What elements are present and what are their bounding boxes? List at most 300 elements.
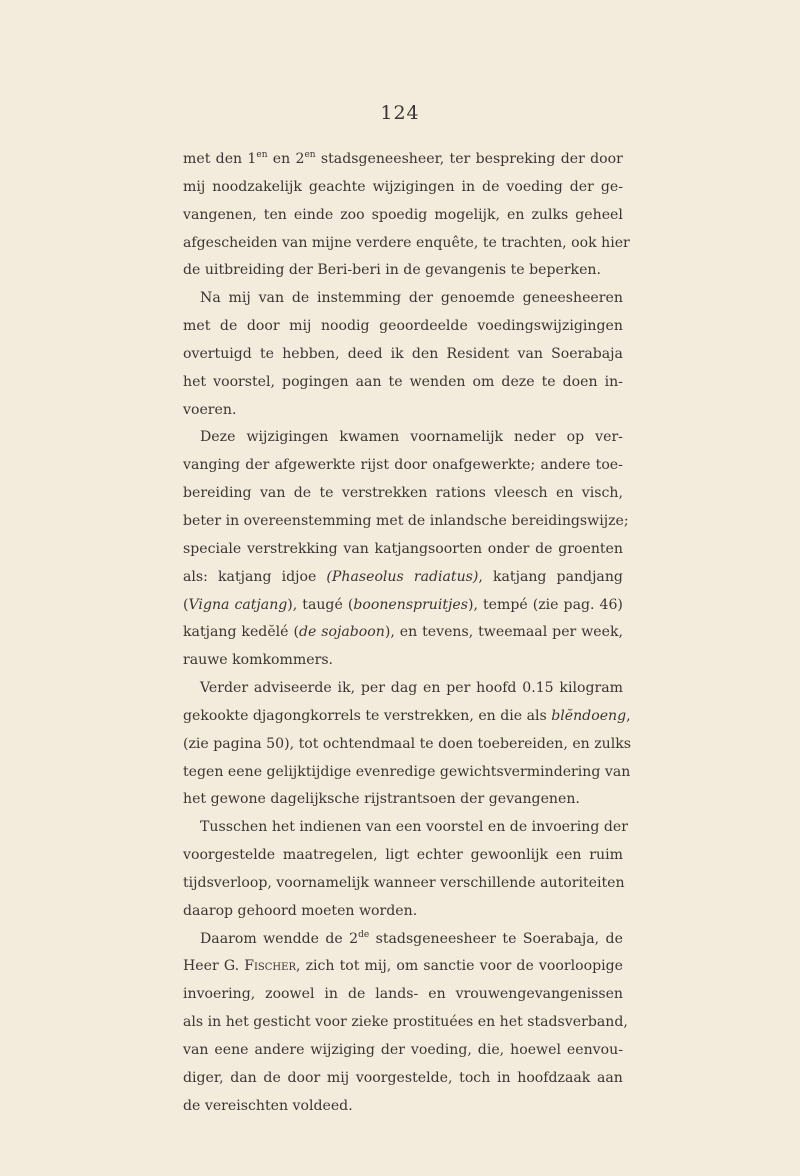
- word-group: [322, 1065, 349, 1093]
- word: en: [483, 819, 506, 836]
- word-group: [490, 480, 548, 508]
- word: rijstrantsoen: [359, 791, 456, 808]
- word-group: [317, 619, 395, 647]
- word: idjoe: [277, 568, 317, 585]
- word: toch: [454, 1069, 491, 1086]
- word: mij,: [360, 958, 392, 975]
- word: 50),: [261, 735, 295, 752]
- word-group: [183, 870, 272, 898]
- word: komkommers.: [227, 652, 334, 669]
- word: geneesheeren: [518, 290, 623, 307]
- word: Resident: [442, 345, 510, 362]
- word-group: [381, 842, 409, 870]
- word: hebben,: [277, 345, 340, 362]
- word-group: [288, 1093, 353, 1121]
- word: enquête,: [411, 234, 479, 251]
- word: gehoord: [233, 902, 297, 919]
- word-group: [256, 341, 274, 369]
- word: gekookte: [183, 707, 249, 724]
- word-group: [367, 202, 427, 230]
- superscript: en: [304, 150, 316, 160]
- word-group: [562, 424, 584, 452]
- word-group: [318, 731, 415, 759]
- word: lands-: [370, 986, 419, 1003]
- word-group: [228, 647, 333, 675]
- word: voor: [475, 958, 512, 975]
- word: invoering: [527, 819, 600, 836]
- word-group: [183, 703, 248, 731]
- word-group: [483, 536, 529, 564]
- word: genoemde: [436, 290, 515, 307]
- word-group: [568, 731, 590, 759]
- word: Deze: [200, 429, 236, 446]
- word-group: [492, 1065, 510, 1093]
- word: zoowel: [260, 986, 315, 1003]
- word: per: [356, 680, 385, 697]
- word: trachten,: [496, 234, 567, 251]
- word: en: [473, 1014, 496, 1031]
- word-group: [473, 1009, 495, 1037]
- word: van: [600, 763, 631, 780]
- word-group: [223, 759, 262, 787]
- word: pag.: [559, 596, 595, 613]
- word: wijzigingen: [368, 178, 455, 195]
- word-group: [183, 536, 241, 564]
- word-group: [403, 508, 425, 536]
- word: ruim: [584, 847, 623, 864]
- word-group: [590, 731, 631, 759]
- word-group: [412, 842, 463, 870]
- word-group: [351, 1065, 452, 1093]
- word-group: [503, 202, 525, 230]
- word-group: [313, 285, 402, 313]
- word: zoo: [335, 206, 365, 223]
- italic-term: Vigna: [188, 596, 230, 613]
- word-group: [552, 564, 623, 592]
- word-group: [513, 341, 543, 369]
- word-group: [249, 675, 331, 703]
- word: voor: [310, 1014, 347, 1031]
- word-group: [289, 202, 333, 230]
- word: kwamen: [334, 429, 400, 446]
- text-line: [183, 257, 623, 285]
- word: prostituées: [388, 1014, 474, 1031]
- word: verstrekken,: [379, 707, 474, 724]
- word-group: [601, 926, 623, 954]
- word: mij: [322, 1069, 350, 1086]
- word-group: [399, 257, 421, 285]
- word: geoordeelde: [374, 318, 468, 335]
- word: het: [267, 819, 295, 836]
- word: en: [551, 485, 574, 502]
- word: gevangenen.: [484, 791, 580, 808]
- word: hier: [596, 234, 630, 251]
- word: ),: [468, 596, 478, 613]
- word-group: [510, 424, 556, 452]
- word-group: [597, 230, 630, 258]
- word-group: [221, 508, 239, 536]
- word-group: [600, 759, 630, 787]
- word-group: [339, 536, 369, 564]
- word-group: [203, 1009, 221, 1037]
- word: ver-: [590, 429, 623, 446]
- word: voeding,: [406, 1042, 472, 1058]
- word: indienen: [294, 819, 362, 836]
- word-group: [287, 285, 309, 313]
- word: hoewel: [505, 1042, 561, 1058]
- word-group: [495, 1009, 523, 1037]
- word-group: [442, 341, 509, 369]
- word: afgewerkte: [270, 457, 356, 474]
- word: aan: [592, 1069, 623, 1086]
- word: geachte: [304, 178, 366, 195]
- word: vanging: [183, 457, 241, 474]
- word: de: [183, 1097, 201, 1114]
- word-group: [475, 953, 511, 981]
- word: bespreking: [471, 151, 556, 167]
- word-group: [527, 814, 599, 842]
- word-group: [226, 1065, 257, 1093]
- word: sanctie: [418, 958, 475, 975]
- word: van: [255, 485, 286, 502]
- word: zulks: [589, 735, 632, 752]
- word-group: [361, 814, 391, 842]
- word-group: [183, 341, 252, 369]
- text-line: [183, 786, 623, 814]
- word: van: [513, 345, 543, 362]
- word-group: [600, 369, 623, 397]
- word-group: [536, 870, 625, 898]
- word-group: [356, 675, 385, 703]
- word: per: [441, 680, 471, 697]
- word: kedĕlé: [236, 624, 289, 641]
- word-group: [183, 202, 257, 230]
- word: de: [343, 986, 366, 1003]
- word-group: [518, 675, 554, 703]
- word-group: [392, 953, 418, 981]
- word: voorgestelde: [183, 847, 276, 864]
- page-number: 124: [380, 102, 420, 124]
- word: mij: [284, 318, 312, 335]
- word-group: [307, 230, 351, 258]
- word-group: [436, 285, 514, 313]
- word-group: [552, 480, 574, 508]
- word-group: [183, 842, 275, 870]
- word-group: [525, 257, 601, 285]
- word-group: [547, 703, 631, 731]
- word-group: [435, 759, 600, 787]
- text-line: [183, 508, 629, 536]
- word-group: [270, 452, 355, 480]
- word: daarop: [183, 902, 234, 919]
- body-text: [183, 146, 632, 1121]
- word-group: [183, 564, 208, 592]
- word-group: [371, 926, 496, 954]
- word: Soerabaja,: [518, 930, 600, 947]
- word: voedingswijzigingen: [472, 318, 623, 335]
- word-group: [183, 146, 210, 174]
- word-group: [599, 814, 628, 842]
- word: vereischten: [200, 1097, 289, 1114]
- word-group: [456, 786, 485, 814]
- word: in: [221, 512, 240, 529]
- word: met: [371, 512, 404, 529]
- word: onafgewerkte;: [427, 457, 536, 474]
- word-group: [294, 731, 318, 759]
- word-group: [379, 703, 473, 731]
- text-line: [183, 424, 623, 452]
- word: gewichtsvermindering: [435, 763, 601, 780]
- word-group: [395, 619, 417, 647]
- word: den: [407, 345, 439, 362]
- word-group: [468, 369, 494, 397]
- word: vrouwengevangenissen: [451, 986, 623, 1003]
- word-group: [409, 564, 483, 592]
- word: doen: [433, 735, 474, 752]
- word-group: [586, 146, 623, 174]
- word: de: [505, 819, 528, 836]
- word: inlandsche: [425, 512, 507, 529]
- word-group: [209, 369, 275, 397]
- word: andere: [536, 457, 591, 474]
- word: der: [404, 290, 434, 307]
- word: der: [284, 262, 313, 279]
- word-group: [478, 230, 496, 258]
- word: ik,: [333, 680, 356, 697]
- word: en: [567, 735, 590, 752]
- text-line: [183, 675, 623, 703]
- superscript: de: [358, 929, 370, 940]
- word-group: [356, 452, 389, 480]
- word: en: [268, 151, 291, 167]
- word: deed: [343, 345, 383, 362]
- word: dag: [386, 680, 418, 697]
- word: als: [183, 1014, 204, 1031]
- word-group: [343, 592, 478, 620]
- text-line: [183, 1065, 623, 1093]
- word: autoriteiten: [535, 874, 625, 891]
- word: 2: [344, 930, 359, 947]
- text-line: [183, 926, 623, 954]
- word: voornamelijk: [271, 874, 370, 891]
- text-line: [183, 313, 623, 341]
- word-group: [243, 146, 268, 174]
- word-group: [522, 703, 547, 731]
- word: door: [242, 318, 280, 335]
- word: pagina: [208, 735, 262, 752]
- word-group: [200, 814, 267, 842]
- word: wendde: [258, 930, 319, 947]
- word: door: [389, 457, 428, 474]
- word-group: [272, 870, 369, 898]
- word-group: [278, 369, 349, 397]
- word-group: [183, 731, 209, 759]
- word-group: [283, 1065, 320, 1093]
- word: gewoonlijk: [466, 847, 548, 864]
- word: der: [565, 178, 594, 195]
- word-group: [291, 146, 316, 174]
- word: toe-: [591, 457, 623, 474]
- word: een: [551, 847, 582, 864]
- word: gewone: [206, 791, 266, 808]
- text-line: [183, 1093, 623, 1121]
- word-group: [567, 230, 597, 258]
- word-group: [419, 953, 475, 981]
- word: wenden: [405, 373, 466, 390]
- word-group: [343, 981, 365, 1009]
- word-group: [183, 174, 205, 202]
- word: mij: [224, 290, 251, 307]
- word: te: [497, 930, 517, 947]
- italic-term: (Phaseolus: [326, 568, 404, 585]
- word: wijzigingen: [241, 429, 329, 446]
- word: de: [287, 290, 310, 307]
- word-group: [183, 759, 223, 787]
- word-group: [254, 285, 284, 313]
- word-group: [388, 1009, 473, 1037]
- word-group: [267, 814, 295, 842]
- word-group: [360, 953, 391, 981]
- word: met: [183, 318, 211, 335]
- word-group: [242, 536, 337, 564]
- text-line: [183, 341, 623, 369]
- word-group: [242, 424, 328, 452]
- word: wanneer: [369, 874, 436, 891]
- word: der: [240, 457, 270, 474]
- word-group: [558, 369, 597, 397]
- word: 46): [595, 596, 623, 613]
- word-group: [351, 759, 435, 787]
- word: tegen: [183, 763, 224, 780]
- word: bereidingswijze;: [506, 512, 629, 529]
- word-group: [183, 647, 228, 675]
- word-group: [336, 202, 365, 230]
- word: voorstel: [421, 819, 484, 836]
- word: te: [255, 345, 275, 362]
- word: noodig: [316, 318, 370, 335]
- word-group: [371, 981, 418, 1009]
- word-group: [221, 1009, 249, 1037]
- word: der: [556, 151, 585, 167]
- text-line: [183, 870, 623, 898]
- word-group: [428, 452, 535, 480]
- italic-term: blĕndoeng: [551, 707, 627, 724]
- word: ten: [259, 206, 287, 223]
- word-group: [183, 257, 200, 285]
- word: met: [183, 151, 211, 167]
- word-group: [347, 1009, 389, 1037]
- word-group: [442, 675, 471, 703]
- word-group: [407, 341, 438, 369]
- word: het: [183, 373, 207, 390]
- word: die: [495, 707, 523, 724]
- word-group: [484, 786, 580, 814]
- word-group: [304, 174, 365, 202]
- word-group: [478, 174, 500, 202]
- word-group: [261, 981, 315, 1009]
- word: bereiding: [183, 485, 252, 502]
- word-group: [316, 313, 369, 341]
- word: dan: [225, 1069, 257, 1086]
- text-line: [183, 369, 623, 397]
- word-group: [224, 285, 251, 313]
- word: om: [468, 373, 495, 390]
- text-line: [183, 564, 623, 592]
- word: per: [547, 624, 577, 641]
- word-group: [376, 1037, 405, 1065]
- word-group: [320, 981, 338, 1009]
- word: door: [283, 1069, 321, 1086]
- word: voorgestelde,: [351, 1069, 453, 1086]
- word: in-: [600, 373, 623, 390]
- text-line: [183, 981, 623, 1009]
- text-line: [183, 480, 623, 508]
- word-group: [183, 313, 210, 341]
- word: tot: [294, 735, 319, 752]
- word: als: [522, 707, 547, 724]
- word-group: [345, 926, 370, 954]
- word-group: [483, 814, 505, 842]
- word-group: [301, 953, 334, 981]
- word: tot: [335, 958, 360, 975]
- word-group: [368, 174, 454, 202]
- word-group: [200, 1093, 288, 1121]
- word: te: [506, 262, 525, 279]
- word: stadsgeneesheer: [371, 930, 497, 947]
- word: hoofdzaak: [512, 1069, 591, 1086]
- word-group: [527, 202, 568, 230]
- word-group: [183, 230, 277, 258]
- word: het: [183, 791, 207, 808]
- word-group: [259, 926, 319, 954]
- word-group: [322, 564, 404, 592]
- word: ,: [478, 568, 483, 585]
- word: Heer: [183, 958, 219, 975]
- word: noodzakelijk: [207, 178, 302, 195]
- word: verstrekking: [242, 540, 338, 557]
- word-group: [250, 1037, 304, 1065]
- word: gevangenis: [420, 262, 507, 279]
- word: ligt: [380, 847, 410, 864]
- word: tweemaal: [473, 624, 548, 641]
- word-group: [531, 536, 553, 564]
- word: kilogram: [554, 680, 623, 697]
- word-group: [214, 564, 272, 592]
- word: tempé: [478, 596, 528, 613]
- word-group: [284, 257, 313, 285]
- word-group: [419, 675, 441, 703]
- word: onder: [483, 540, 530, 557]
- word-group: [266, 786, 360, 814]
- superscript: en: [256, 150, 268, 160]
- word-group: [183, 592, 229, 620]
- word-group: [431, 480, 486, 508]
- word-group: [537, 369, 555, 397]
- word: (zie: [528, 596, 559, 613]
- word-group: [415, 731, 433, 759]
- word-group: [425, 508, 507, 536]
- word: 0.15: [517, 680, 554, 697]
- word: op: [562, 429, 585, 446]
- word-group: [183, 508, 221, 536]
- word: voornamelijk: [405, 429, 504, 446]
- word-group: [242, 313, 279, 341]
- word-group: [200, 257, 284, 285]
- text-line: [183, 202, 623, 230]
- word-group: [200, 675, 248, 703]
- word: in: [492, 1069, 511, 1086]
- word-group: [355, 898, 418, 926]
